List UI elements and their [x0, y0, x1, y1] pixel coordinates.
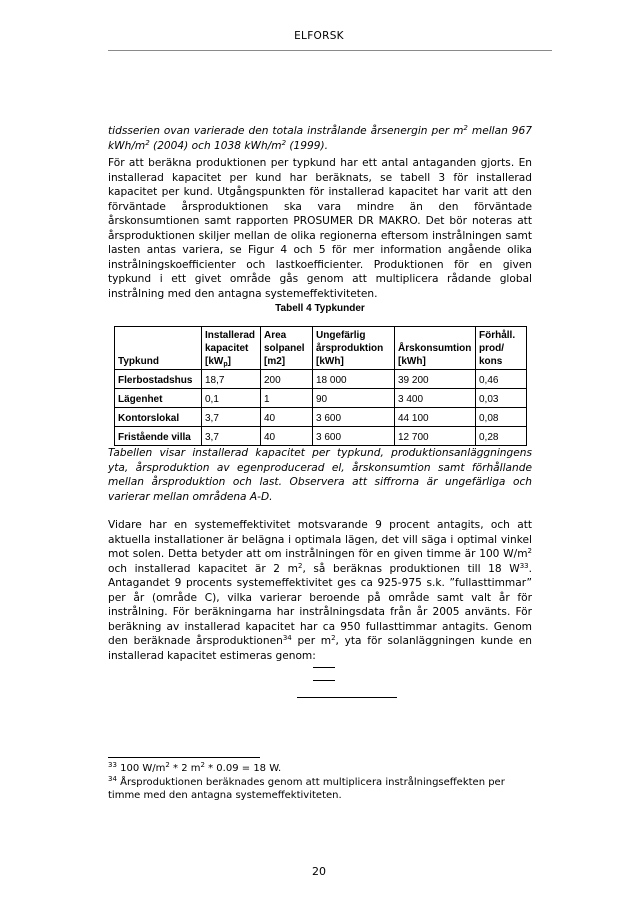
cell-typkund: Lägenhet: [115, 389, 202, 408]
cell-ratio: 0,03: [476, 389, 527, 408]
page-header: ELFORSK: [294, 30, 344, 42]
cell-capacity: 3,7: [202, 427, 261, 446]
cell-consumption: 12 700: [395, 427, 476, 446]
paragraph-production-assumptions: För att beräkna produktionen per typkund har ett antal antaganden gjorts. En installerad kapacitet per kund har beräknats, se tabell 3 för installerad kapacitet per kund. Utgångspunkten för installerad kapacitet har varit att den förväntade årsproduktionen ska vara mindre än den förväntade årskonsumtionen samt rapporten PROSUMER DR MAKRO. Det bör noteras att årsproduktionen skiljer mellan de olika regionerna eftersom instrålningen samt lasten antas variera, se Figur 4 och 5 för mer information angående olika instrålningskoefficienter och lastkoefficienter. Produktionen för en given typkund i ett givet område gås genom att multiplicera rådande global instrålning med den antagna systemeffektiviteten.: [108, 157, 532, 300]
formula-rule: [297, 697, 397, 698]
table-row: [115, 389, 527, 408]
cell-production: 3 600: [313, 427, 395, 446]
header-annual-consumption: Årskonsumtion [kWh]: [395, 327, 476, 370]
footnote-divider: [108, 757, 260, 758]
paragraph-system-efficiency: Vidare har en systemeffektivitet motsvarande 9 procent antagits, och att aktuella installationer är belägna i optimala lägen, det vill säga i optimal vinkel mot solen. Detta betyder att om instrålningen för en given timme är 100 $W/m^2$ och installerad kapacitet är 2 $m^2$, så beräknas produktionen till 18 $W^{33}$. Antagandet 9 procents systemeffektivitet ges ca 925-975 s.k. ”fullasttimmar” per år (område C), vilka varierar beroende på område samt valt år för instrålning. För beräkningarna har instrålningsdata från år 2005 använts. För beräkning av installerad kapacitet har ca 950 fullasttimmar antagits. Genom den beräknade årsproduktionen$^{34}$ per $m^2$, yta för solanläggningen kunde en installerad kapacitet estimeras genom:: [108, 519, 533, 662]
footnote-33: $^{33}$ 100 $W/m^2 * 2$ $m^2 * 0.09 = 18$ W.: [108, 761, 282, 774]
cell-consumption: 44 100: [395, 408, 476, 427]
cell-capacity: 3,7: [202, 408, 261, 427]
cell-ratio: 0,46: [476, 370, 527, 389]
header-panel-area: Area solpanel [m2]: [261, 327, 313, 370]
cell-consumption: 3 400: [395, 389, 476, 408]
customer-type-table: [114, 326, 527, 446]
table-row: [115, 427, 527, 446]
cell-consumption: 39 200: [395, 370, 476, 389]
paragraph-table-description: Tabellen visar installerad kapacitet per typkund, produktionsanläggningens yta, årsproduktion av egenproducerad el, årskonsumtion samt förhållande mellan årsproduktion och last. Observera att siffrorna är ungefärliga och varierar mellan områdena A-D.: [108, 447, 532, 503]
header-ratio: Förhåll. prod/ kons: [476, 327, 527, 370]
cell-capacity: 18,7: [202, 370, 261, 389]
cell-area: 40: [261, 427, 313, 446]
header-installed-capacity: Installerad kapacitet $[kW_p]$: [202, 327, 261, 370]
table-caption: Tabell 4 Typkunder: [275, 303, 365, 314]
header-typkund: Typkund: [115, 327, 202, 370]
cell-area: 200: [261, 370, 313, 389]
cell-production: 3 600: [313, 408, 395, 427]
cell-production: 90: [313, 389, 395, 408]
table-header-row: [115, 327, 527, 370]
cell-production: 18 000: [313, 370, 395, 389]
cell-capacity: 0,1: [202, 389, 261, 408]
formula-rule: [313, 680, 335, 681]
cell-ratio: 0,08: [476, 408, 527, 427]
cell-typkund: Kontorslokal: [115, 408, 202, 427]
cell-area: 1: [261, 389, 313, 408]
table-row: [115, 408, 527, 427]
cell-ratio: 0,28: [476, 427, 527, 446]
cell-typkund: Flerbostadshus: [115, 370, 202, 389]
cell-area: 40: [261, 408, 313, 427]
paragraph-irradiation-range: tidsserien ovan varierade den totala instrålande årsenergin per $m^2$ mellan 967 kWh/$m^2$ (2004) och 1038 kWh/$m^2$ (1999).: [108, 124, 533, 152]
header-annual-production: Ungefärlig årsproduktion [kWh]: [313, 327, 395, 370]
page-number: 20: [312, 865, 326, 878]
formula-rule: [313, 667, 335, 668]
header-divider: [108, 50, 552, 51]
footnote-34: $^{34}$ Årsproduktionen beräknades genom att multiplicera instrålningseffekten per timme med den antagna systemeffektiviteten.: [108, 775, 505, 801]
table-row: [115, 370, 527, 389]
cell-typkund: Fristående villa: [115, 427, 202, 446]
